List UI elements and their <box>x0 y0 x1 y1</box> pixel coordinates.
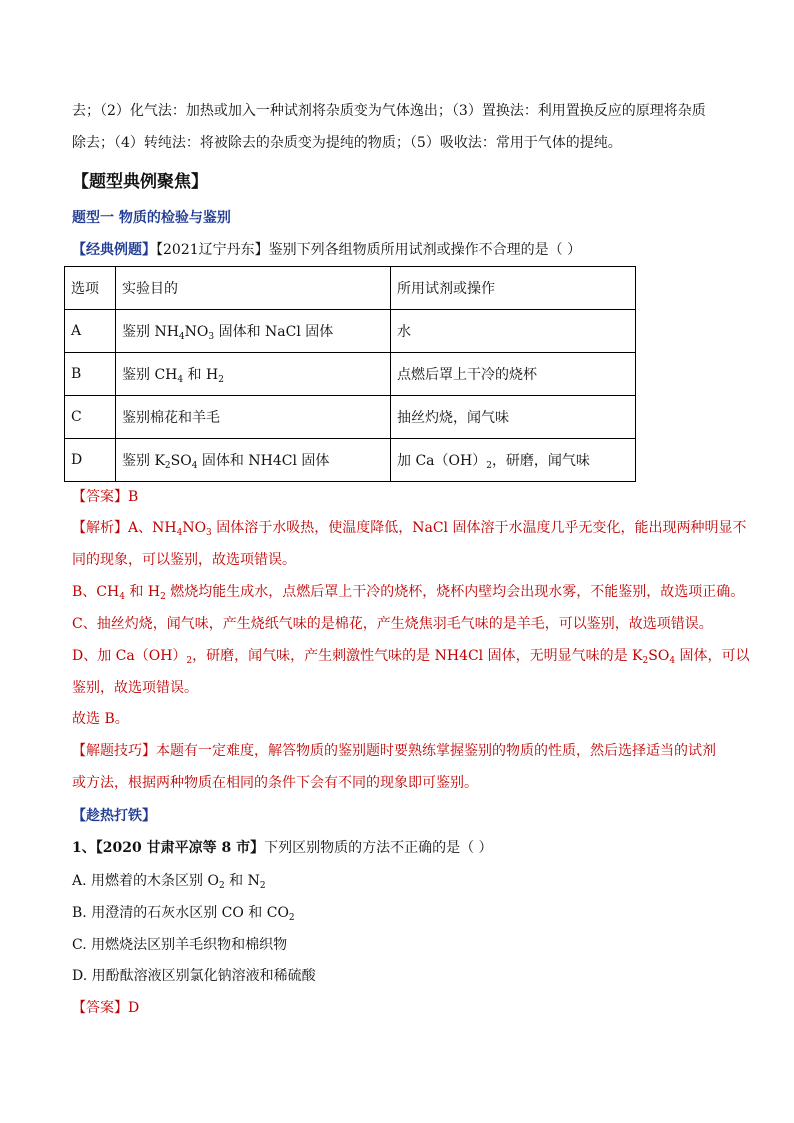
analysis-line-5: D、加 $Ca(OH)_2$，研磨，闻气味，产生刺激性气味的是 NH4Cl 固体，无明显气味的是 $K_2SO_4$ 固体，可以 <box>72 648 750 666</box>
example-question <box>72 240 581 260</box>
method-cell: 水 <box>391 310 636 353</box>
method-cell: 抽丝灼烧，闻气味 <box>391 396 636 439</box>
tip-line-2: 或方法，根据两种物质在相同的条件下会有不同的现象即可鉴别。 <box>72 775 478 791</box>
aim-cell: 鉴别 $CH_4$ 和 $H_2$ <box>116 353 391 396</box>
analysis-line-3: B、$CH_4$ 和 $H_2$ 燃烧均能生成水，点燃后罩上干冷的烧杯，烧杯内壁均会出现水雾，不能鉴别，故选项正确。 <box>72 584 745 602</box>
aim-cell: 鉴别 $K_2SO_4$ 固体和 NH4Cl 固体 <box>116 439 391 482</box>
q1-answer-tag: 【答案】 <box>72 1000 128 1016</box>
table-header-cell: 所用试剂或操作 <box>391 267 636 310</box>
analysis-line-1: 【解析】A、$NH_4NO_3$ 固体溶于水吸热，使温度降低，NaCl 固体溶于水温度几乎无变化，能出现两种明显不 <box>72 520 747 538</box>
options-table <box>64 266 636 482</box>
tip-tag: 【解题技巧】 <box>72 743 156 759</box>
example-tag: 【经典例题】 <box>72 242 156 258</box>
q1-option-d: D. 用酚酞溶液区别氯化钠溶液和稀硫酸 <box>72 968 316 984</box>
option-cell: A <box>65 310 116 353</box>
q1-source: 【2020 甘肃平凉等 8 市】 <box>95 840 265 856</box>
analysis-line-2: 同的现象，可以鉴别，故选项错误。 <box>72 552 296 568</box>
option-cell: D <box>65 439 116 482</box>
q1-option-a: A. 用燃着的木条区别 $O_2$ 和 $N_2$ <box>72 873 266 891</box>
method-cell: 点燃后罩上干冷的烧杯 <box>391 353 636 396</box>
example-source: 【2021辽宁丹东】 <box>156 242 269 258</box>
aim-cell: 鉴别 $NH_4NO_3$ 固体和 NaCl 固体 <box>116 310 391 353</box>
q1-option-c: C. 用燃烧法区别羊毛织物和棉织物 <box>72 937 288 953</box>
example-stem: 鉴别下列各组物质所用试剂或操作不合理的是（ ） <box>268 242 582 258</box>
answer-tag: 【答案】 <box>72 489 128 505</box>
table-header-row <box>65 267 636 310</box>
option-cell: B <box>65 353 116 396</box>
section-title: 【题型典例聚焦】 <box>72 172 208 192</box>
table-row <box>65 310 636 353</box>
type-title: 题型一 物质的检验与鉴别 <box>72 210 231 226</box>
method-cell: 加 $Ca(OH)_2$，研磨，闻气味 <box>391 439 636 482</box>
q1-option-b: B. 用澄清的石灰水区别 CO 和 $CO_2$ <box>72 905 295 923</box>
q1-answer <box>72 998 139 1018</box>
intro-line-2: 除去；（4）转纯法：将被除去的杂质变为提纯的物质；（5）吸收法：常用于气体的提纯。 <box>72 135 622 151</box>
analysis-tag: 【解析】 <box>72 520 128 536</box>
table-row <box>65 396 636 439</box>
aim-cell: 鉴别棉花和羊毛 <box>116 396 391 439</box>
table-row <box>65 439 636 482</box>
q1-text: 下列区别物质的方法不正确的是（ ） <box>264 840 493 856</box>
q1-number: 1、 <box>72 840 96 856</box>
practice-title: 【趁热打铁】 <box>72 808 156 824</box>
q1-answer-value: D <box>128 1000 140 1016</box>
option-cell: C <box>65 396 116 439</box>
table-header-cell: 实验目的 <box>116 267 391 310</box>
intro-line-1: 去；（2）化气法：加热或加入一种试剂将杂质变为气体逸出；（3）置换法：利用置换反应的原理将杂质 <box>72 103 706 119</box>
table-row <box>65 353 636 396</box>
analysis-conclusion: 故选 B。 <box>72 711 129 727</box>
q1-stem <box>72 838 493 858</box>
tip-line-1: 【解题技巧】本题有一定难度，解答物质的鉴别题时要熟练掌握鉴别的物质的性质，然后选择适当的试剂 <box>72 743 716 759</box>
analysis-line-4: C、抽丝灼烧，闻气味，产生烧纸气味的是棉花，产生烧焦羽毛气味的是羊毛，可以鉴别，故选项错误。 <box>72 616 713 632</box>
table-header-cell: 选项 <box>65 267 116 310</box>
answer-value: B <box>128 489 139 505</box>
analysis-line-6: 鉴别，故选项错误。 <box>72 680 198 696</box>
answer-line <box>72 487 138 507</box>
